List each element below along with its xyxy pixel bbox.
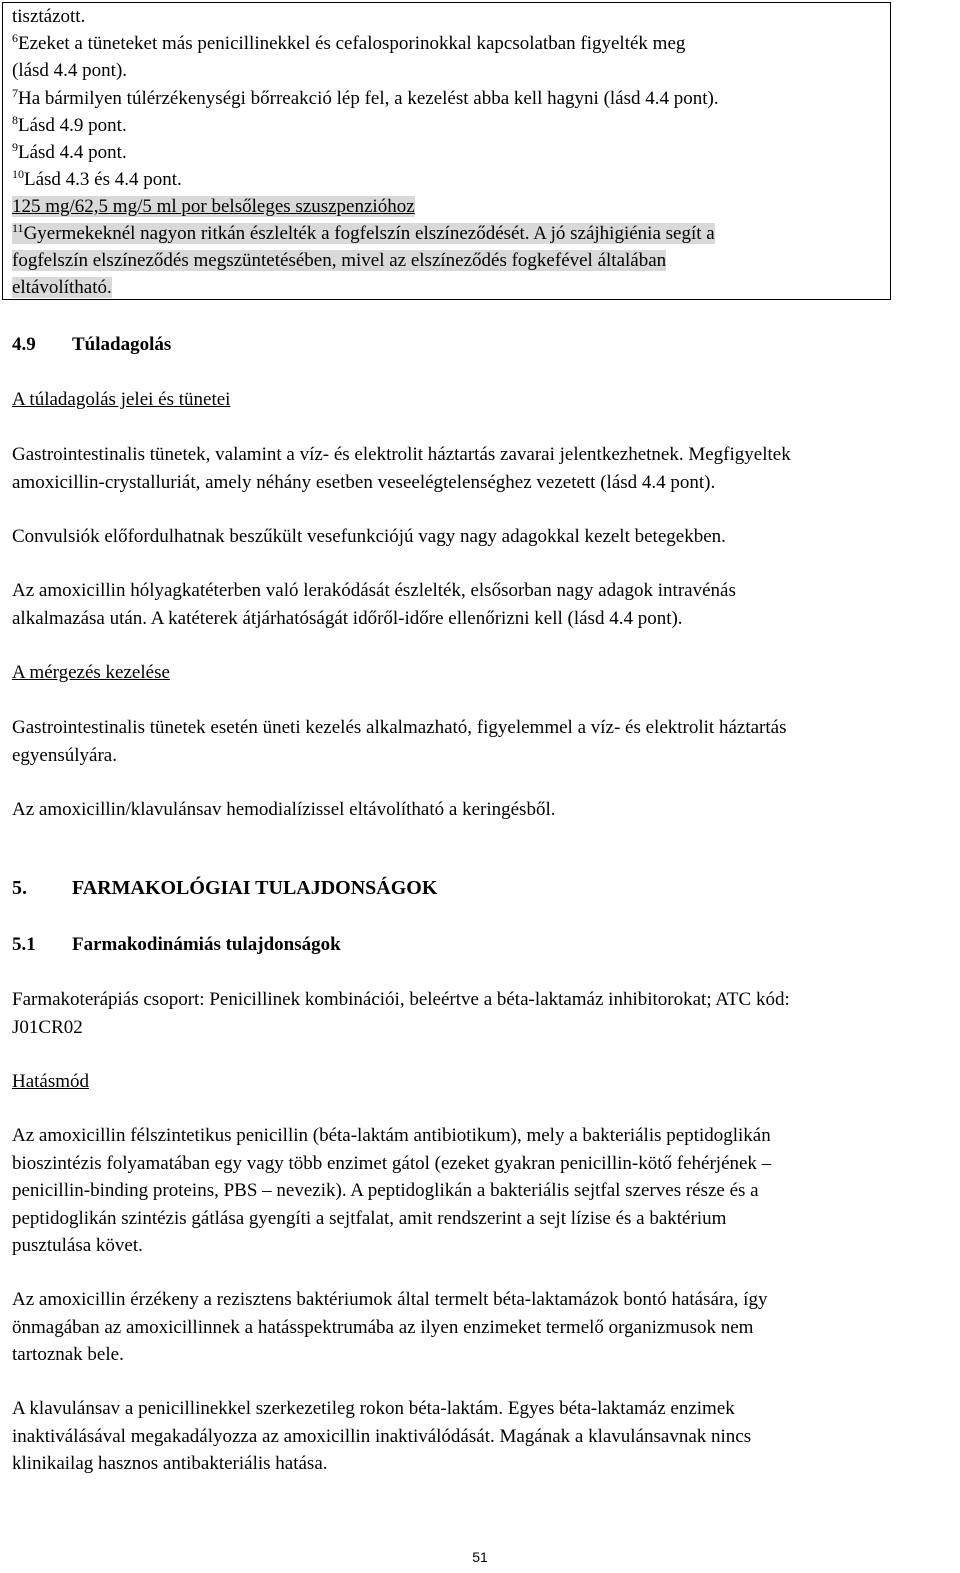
footnote-11-cont1: fogfelszín elszíneződés megszüntetésében, mivel az elszíneződés fogkefével általában: [12, 250, 667, 271]
box-line-1: tisztázott.: [12, 6, 86, 27]
subheading-mechanism: Hatásmód: [12, 1071, 90, 1092]
footnote-10: $^{10}$Lásd 4.3 és 4.4 pont.: [12, 167, 182, 190]
footnote-6: $^6$Ezeket a tüneteket más penicillinekkel és cefalosporinokkal kapcsolatban figyelték meg: [12, 31, 686, 54]
subheading-signs: A túladagolás jelei és tünetei: [12, 389, 231, 410]
paragraph-gi-symptoms: Gastrointestinalis tünetek, valamint a víz- és elektrolit háztartás zavarai jelentkezhetnek. Megfigyeltek amoxicillin-crystalluriát, amely néhány esetben veseelégtelenséghez vezetett (lásd 4.4 pont).: [12, 444, 791, 493]
footnote-11-cont2: eltávolítható.: [12, 277, 112, 298]
heading-5-1: 5.1 Farmakodinámiás tulajdonságok: [12, 934, 341, 955]
footnote-9: $^9$Lásd 4.4 pont.: [12, 140, 127, 163]
formulation-label: 125 mg/62,5 mg/5 ml por belsőleges szuszpenzióhoz: [12, 196, 415, 217]
paragraph-mechanism: Az amoxicillin félszintetikus penicillin (béta-laktám antibiotikum), mely a bakteriális peptidoglikán bioszintézis folyamatában egy vagy több enzimet gátol (ezeket gyakran penicillin-kötő fehérjének – penicillin-binding proteins, PBS – nevezik). A peptidoglikán a bakteriális sejtfal szerves része és a peptidoglikán szintézis gátlása gyengíti a sejtfalat, amit rendszerint a sejt lízise és a baktérium pusztulása követ.: [12, 1125, 772, 1256]
paragraph-treatment: Gastrointestinalis tünetek esetén üneti kezelés alkalmazható, figyelemmel a víz- és elektrolit háztartás egyensúlyára.: [12, 717, 787, 766]
paragraph-resistance: Az amoxicillin érzékeny a rezisztens baktériumok által termelt béta-laktamázok bontó hatására, így önmagában az amoxicillinnek a hatásspektrumába az ilyen enzimeket termelő organizmusok nem tartoznak bele.: [12, 1289, 768, 1365]
footnote-8: $^8$Lásd 4.9 pont.: [12, 113, 127, 136]
footnote-7: $^7$Ha bármilyen túlérzékenységi bőrreakció lép fel, a kezelést abba kell hagyni (lásd 4.4 pont).: [12, 86, 719, 109]
subheading-treatment: A mérgezés kezelése: [12, 662, 170, 683]
footnote-6-cont: (lásd 4.4 pont).: [12, 60, 128, 81]
page-number: 51: [472, 1549, 488, 1565]
heading-4-9: 4.9 Túladagolás: [12, 334, 172, 355]
paragraph-clavulanate: A klavulánsav a penicillinekkel szerkezetileg rokon béta-laktám. Egyes béta-laktamáz enzimek inaktiválásával megakadályozza az amoxicillin inaktiválódását. Magának a klavulánsavnak nincs klinikailag hasznos antibakteriális hatása.: [12, 1398, 752, 1474]
paragraph-hemodialysis: Az amoxicillin/klavulánsav hemodialízissel eltávolítható a keringésből.: [12, 799, 556, 820]
paragraph-atc: Farmakoterápiás csoport: Penicillinek kombinációi, beleértve a béta-laktamáz inhibitorokat; ATC kód: J01CR02: [12, 989, 790, 1038]
paragraph-convulsions: Convulsiók előfordulhatnak beszűkült vesefunkciójú vagy nagy adagokkal kezelt betegekben.: [12, 526, 726, 547]
heading-5: 5. FARMAKOLÓGIAI TULAJDONSÁGOK: [12, 877, 438, 899]
footnote-11: $^{11}$Gyermekeknél nagyon ritkán észlelték a fogfelszín elszíneződését. A jó szájhigiénia segít a: [12, 221, 715, 244]
paragraph-catheter: Az amoxicillin hólyagkatéterben való lerakódását észlelték, elsősorban nagy adagok intravénás alkalmazása után. A katéterek átjárhatóságát időről-időre ellenőrizni kell (lásd 4.4 pont).: [12, 580, 736, 629]
